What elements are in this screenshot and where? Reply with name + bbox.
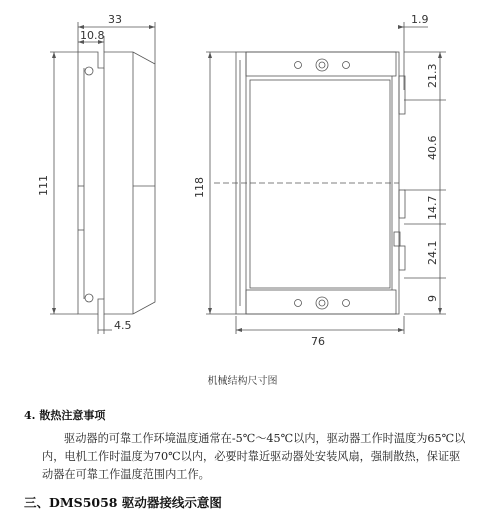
dim-front-width: 76 bbox=[311, 335, 325, 348]
dim-side-width: 33 bbox=[108, 13, 122, 26]
dim-side-flange: 10.8 bbox=[80, 29, 105, 42]
section-3-heading: 三、DMS5058 驱动器接线示意图 bbox=[24, 495, 222, 510]
dim-front-height: 118 bbox=[193, 177, 206, 198]
dim-right-2: 14.7 bbox=[426, 195, 439, 220]
dim-front-thickness: 1.9 bbox=[411, 13, 429, 26]
section-4-paragraph bbox=[42, 430, 470, 484]
dim-side-bottom: 4.5 bbox=[114, 319, 132, 332]
side-view bbox=[50, 22, 155, 334]
dim-right-1: 40.6 bbox=[426, 135, 439, 160]
section-4-heading: 4. 散热注意事项 bbox=[24, 409, 106, 422]
dim-right-0: 21.3 bbox=[426, 63, 439, 88]
dim-side-height: 111 bbox=[37, 175, 50, 196]
front-view bbox=[206, 22, 446, 334]
section-4-text: 驱动器的可靠工作环境温度通常在-5℃～45℃以内，驱动器工作时温度为65℃以内，电机工作时温度为70℃以内，必要时靠近驱动器处安装风扇，强制散热，保证驱动器在可靠工作温度范围内工作。 bbox=[42, 432, 466, 481]
figure-caption: 机械结构尺寸图 bbox=[207, 376, 278, 387]
dim-right-3: 24.1 bbox=[426, 240, 439, 265]
dim-right-4: 9 bbox=[426, 295, 439, 302]
